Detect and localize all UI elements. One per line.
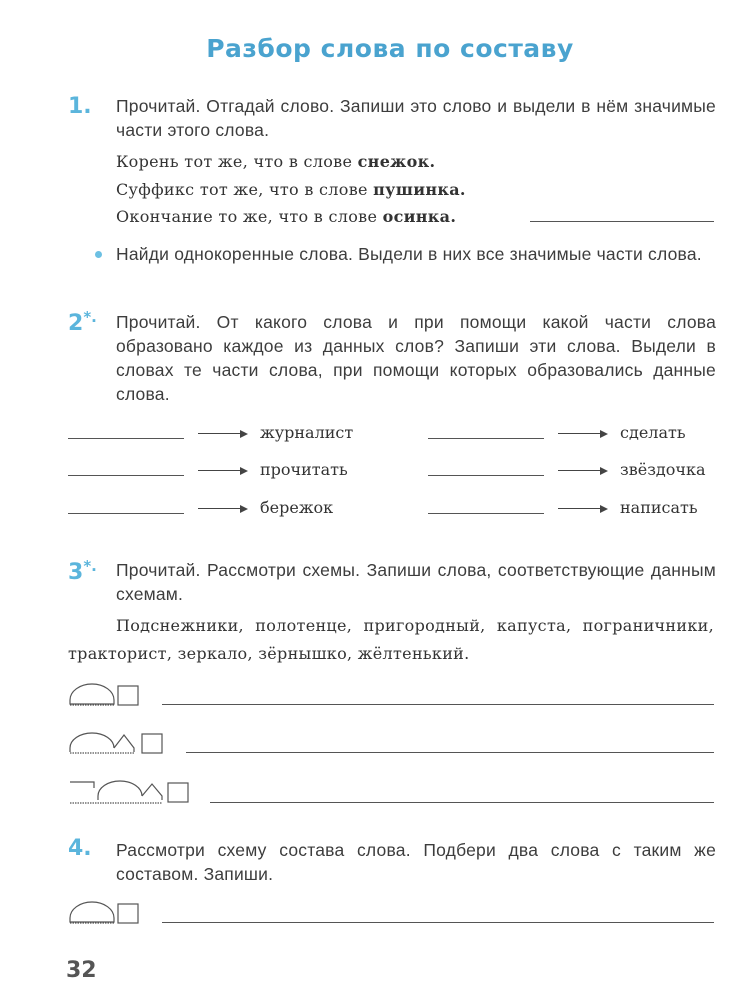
task-2-word: написать <box>620 498 698 517</box>
task-2-instruction: Прочитай. От какого слова и при помощи какой части слова образовано каждое из данных слов? Запиши эти слова. Выдели в словах те части слова, при помощи которых образовались данные слова. <box>116 312 716 404</box>
task-2-word: бережок <box>260 498 334 517</box>
task-3-answer-line-3[interactable] <box>210 802 714 803</box>
number: 3 <box>68 560 84 585</box>
clue-word: снежок. <box>357 152 436 171</box>
task-2-answer-line-4[interactable] <box>428 438 544 439</box>
task-2-number <box>68 308 97 336</box>
task-2-word: звёздочка <box>620 460 706 479</box>
task-1-clue-suffix <box>116 180 466 199</box>
clue-word: осинка. <box>382 207 457 226</box>
task-4-instruction: Рассмотри схему состава слова. Подбери два слова с таким же составом. Запиши. <box>116 840 716 884</box>
root-suffix-ending-scheme-icon <box>68 730 168 756</box>
arrow-icon <box>558 429 608 439</box>
task-2-answer-line-1[interactable] <box>68 438 184 439</box>
task-2-answer-line-3[interactable] <box>68 513 184 514</box>
star: *. <box>83 557 97 575</box>
prefix-root-suffix-ending-scheme-icon <box>68 778 196 806</box>
clue-text: Корень тот же, что в слове <box>116 152 358 171</box>
task-3-instruction: Прочитай. Рассмотри схемы. Запиши слова, соответствующие данным схемам. <box>116 560 716 604</box>
task-2-word: сделать <box>620 423 686 442</box>
task-3-answer-line-1[interactable] <box>162 704 714 705</box>
root-ending-scheme-icon <box>68 900 144 926</box>
task-1-clue-ending <box>116 207 456 226</box>
arrow-icon <box>198 504 248 514</box>
root-ending-scheme-icon <box>68 682 144 708</box>
task-1-answer-line[interactable] <box>530 221 714 222</box>
clue-text: Окончание то же, что в слове <box>116 207 383 226</box>
task-2-word: прочитать <box>260 460 348 479</box>
task-2-answer-line-2[interactable] <box>68 475 184 476</box>
task-1-number: 1. <box>68 94 92 119</box>
page-number: 32 <box>66 958 97 983</box>
arrow-icon <box>198 429 248 439</box>
task-3-word-list: Подснежники, полотенце, пригородный, капуста, пограничники, тракторист, зеркало, зёрнышко, жёлтенький. <box>68 616 714 663</box>
task-1-bullet-instruction: Найди однокоренные слова. Выдели в них все значимые части слова. <box>116 244 702 264</box>
number: 2 <box>68 311 84 336</box>
task-1-instruction: Прочитай. Отгадай слово. Запиши это слово и выдели в нём значимые части этого слова. <box>116 96 716 140</box>
task-3-number <box>68 557 97 585</box>
task-2-word: журналист <box>260 423 354 442</box>
clue-word: пушинка. <box>373 180 466 199</box>
task-2-answer-line-6[interactable] <box>428 513 544 514</box>
page-title: Разбор слова по составу <box>206 34 574 63</box>
arrow-icon <box>198 466 248 476</box>
task-2-answer-line-5[interactable] <box>428 475 544 476</box>
task-3-answer-line-2[interactable] <box>186 752 714 753</box>
task-4-number: 4. <box>68 836 92 861</box>
star: *. <box>83 308 97 326</box>
task-4-answer-line[interactable] <box>162 922 714 923</box>
task-1-clue-root <box>116 152 435 171</box>
arrow-icon <box>558 504 608 514</box>
arrow-icon <box>558 466 608 476</box>
clue-text: Суффикс тот же, что в слове <box>116 180 374 199</box>
bullet-icon <box>95 251 102 258</box>
